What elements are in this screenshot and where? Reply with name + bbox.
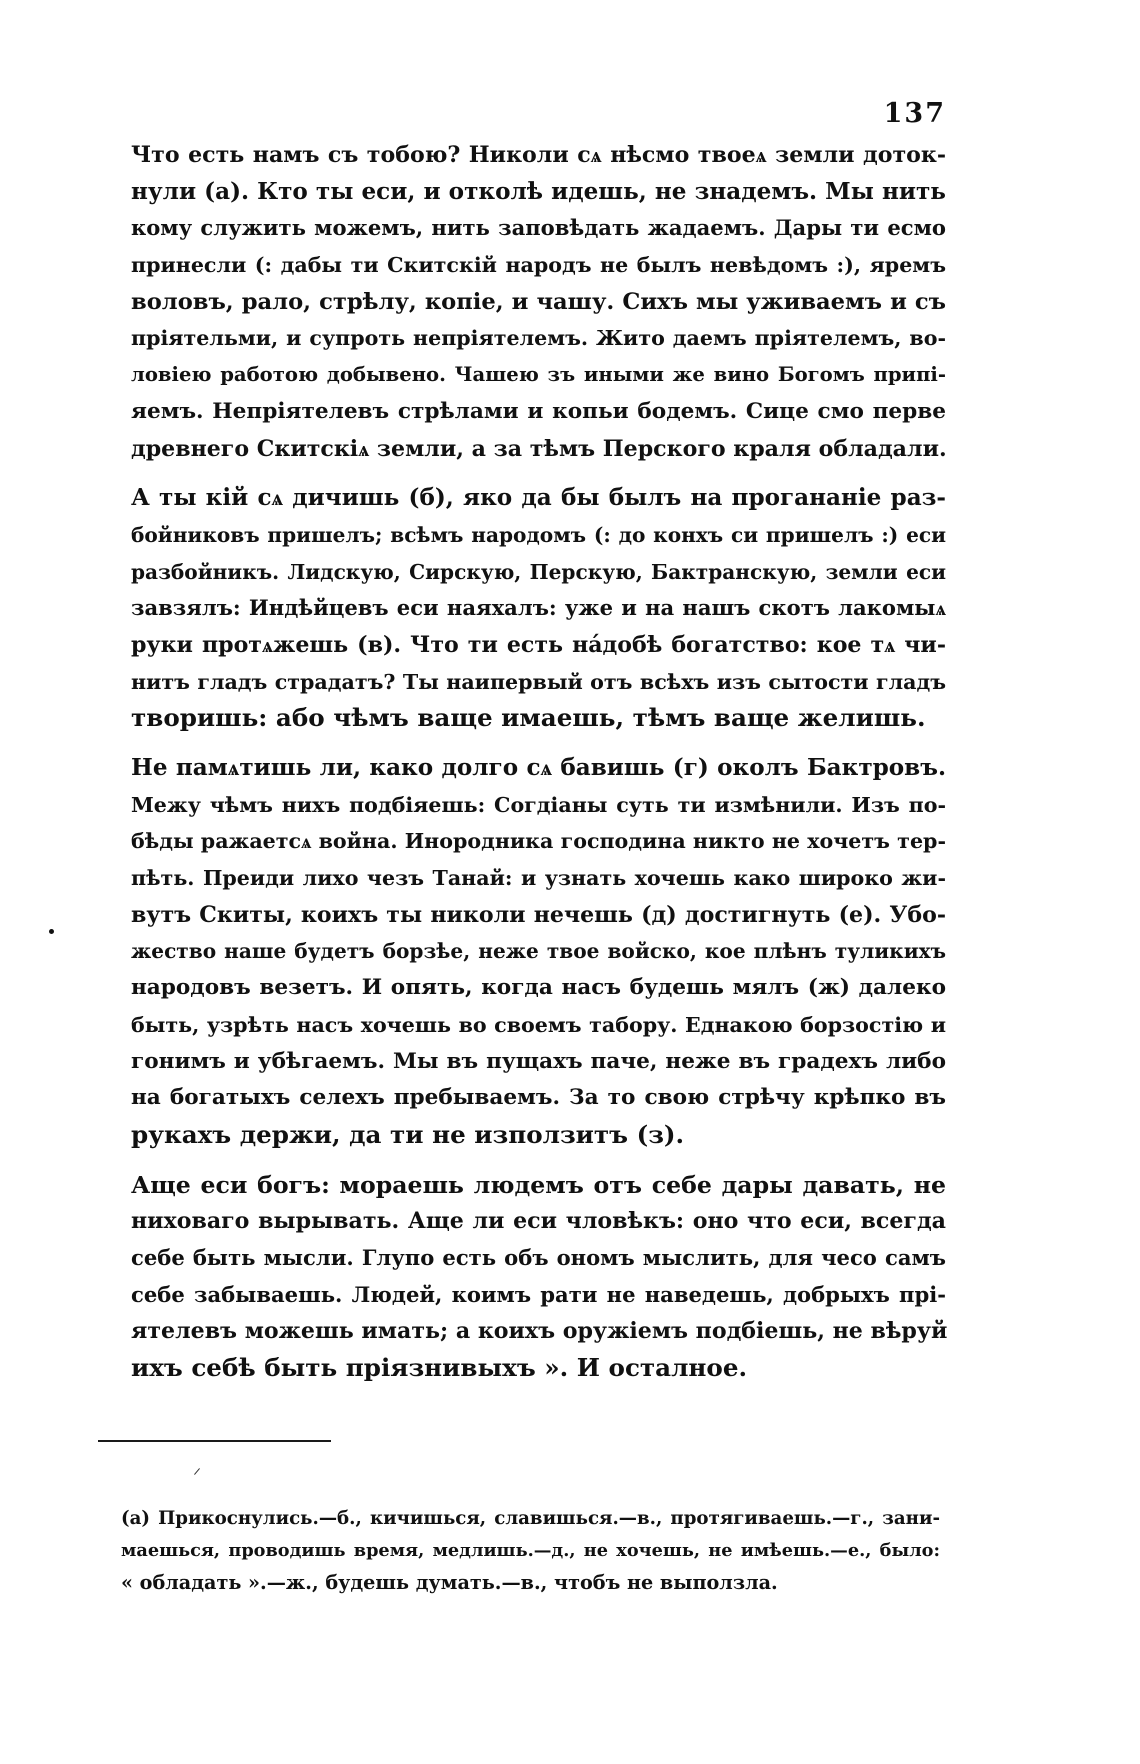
text-line: пѣть. Преиди лихо чезъ Танай: и узнать хочешь како широко жи- (131, 866, 946, 891)
text-line: воловъ, рало, стрѣлу, копіе, и чашу. Сихъ мы уживаемъ и съ (131, 288, 946, 315)
text-line: жество наше будетъ борзѣе, неже твое войско, кое плѣнъ туликихъ (131, 939, 946, 964)
text-line: Межу чѣмъ нихъ подбіяешь: Согдіаны суть ти измѣнили. Изъ по- (131, 792, 946, 817)
text-line: ловіею работою добывено. Чашею зъ иными же вино Богомъ припі- (131, 363, 946, 387)
text-line: народовъ везетъ. И опять, когда насъ будешь мялъ (ж) далеко (131, 975, 946, 1001)
text-line: кому служить можемъ, нить заповѣдать жадаемъ. Дары ти есмо (131, 215, 946, 241)
text-line: древнего Скитскіѧ земли, а за тѣмъ Перского краля обладали. (131, 435, 947, 462)
text-line: завзялъ: Индѣйцевъ еси наяхалъ: уже и на нашъ скотъ лакомыѧ (131, 595, 946, 621)
text-line: нули (а). Кто ты еси, и отколѣ идешь, не знадемъ. Мы нить (131, 177, 946, 205)
text-line: себе быть мысли. Глупо есть объ ономъ мыслить, для чесо самъ (131, 1244, 946, 1270)
text-line: вутъ Скиты, коихъ ты николи нечешь (д) достигнуть (е). Убо- (131, 901, 946, 928)
paragraph-4 (131, 1167, 946, 1387)
footnote-line: маешься, проводишь время, медлишь.—д., не хочешь, не имѣешь.—е., было: (121, 1540, 940, 1561)
margin-dot (49, 929, 54, 934)
text-line: разбойникъ. Лидскую, Сирскую, Перскую, Бактранскую, земли еси (131, 559, 946, 584)
text-line: А ты кій сѧ дичишь (б), яко да бы былъ на прогананіе раз- (131, 484, 946, 512)
text-line: ниховаго вырывать. Аще ли еси чловѣкъ: оно что еси, всегда (131, 1208, 946, 1235)
text-line: Аще еси богъ: мораешь людемъ отъ себе дары давать, не (131, 1170, 946, 1199)
text-line: принесли (: дабы ти Скитскій народъ не былъ невѣдомъ :), яремъ (131, 253, 946, 278)
text-line: гонимъ и убѣгаемъ. Мы въ пущахъ паче, неже въ градехъ либо (131, 1048, 946, 1074)
text-line: творишь: або чѣмъ ваще имаешь, тѣмъ ваще желишь. (131, 703, 926, 733)
text-line: быть, узрѣть насъ хочешь во своемъ табору. Еднакою борзостію и (131, 1012, 946, 1037)
text-line: пріятельми, и супроть непріятелемъ. Жито даемъ пріятелемъ, во- (131, 326, 946, 351)
footnote-divider (98, 1440, 331, 1442)
text-line: рукахъ держи, да ти не използитъ (з). (131, 1119, 685, 1149)
text-line: яемъ. Непріятелевъ стрѣлами и копьи бодемъ. Сице смо перве (131, 398, 946, 424)
paragraph-2 (131, 480, 946, 737)
text-line: нитъ гладъ страдатъ? Ты наипервый отъ всѣхъ изъ сытости гладъ (131, 669, 946, 694)
main-text (131, 137, 946, 1400)
footnote-line: (а) Прикоснулись.—б., кичишься, славишься.—в., протягиваешь.—г., зани- (121, 1508, 940, 1529)
text-line: руки протѧжешь (в). Что ти есть на́добѣ богатство: кое тѧ чи- (131, 631, 946, 658)
page-number: 137 (883, 98, 946, 129)
print-mark (194, 1468, 200, 1475)
text-line: бѣды ражаетсѧ война. Инородника господина никто не хочетъ тер- (131, 829, 946, 854)
paragraph-3 (131, 750, 946, 1154)
text-line: себе забываешь. Людей, коимъ рати не наведешь, добрыхъ прі- (131, 1281, 946, 1307)
text-line: Не памѧтишь ли, како долго сѧ бавишь (г) околъ Бактровъ. (131, 754, 946, 781)
text-line: Что есть намъ съ тобою? Николи сѧ нѣсмо твоеѧ земли доток- (131, 142, 946, 168)
footnote-line: « обладать ».—ж., будешь думать.—в., чтобъ не выползла. (121, 1571, 778, 1594)
text-line: бойниковъ пришелъ; всѣмъ народомъ (: до конхъ си пришелъ :) еси (131, 522, 946, 547)
text-line: ихъ себѣ быть пріязнивыхъ ». И осталное. (131, 1353, 748, 1382)
text-line: ятелевъ можешь имать; а коихъ оружіемъ подбіешь, не вѣруй (131, 1318, 948, 1345)
footnotes (121, 1503, 940, 1599)
paragraph-1 (131, 137, 946, 467)
text-line: на богатыхъ селехъ пребываемъ. За то свою стрѣчу крѣпко въ (131, 1085, 946, 1111)
